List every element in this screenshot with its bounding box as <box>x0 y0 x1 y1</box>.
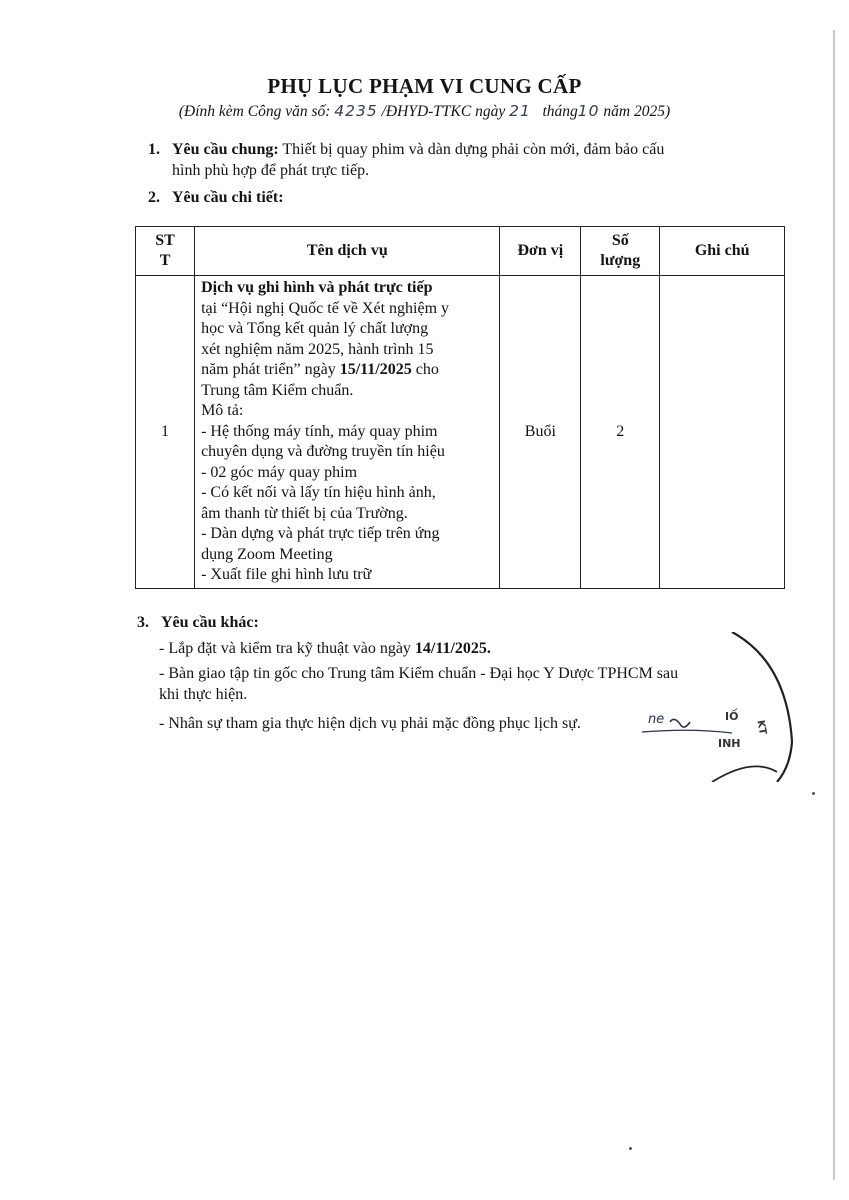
scan-speck <box>812 792 815 795</box>
subtitle-day: 21 <box>509 102 531 120</box>
section-general-requirements <box>148 139 768 181</box>
subtitle-month-word: tháng <box>542 103 578 120</box>
section-1-text-line2: hình phù hợp để phát trực tiếp. <box>172 162 370 179</box>
row-note <box>660 276 785 589</box>
scan-speck <box>629 1147 632 1150</box>
header-quantity: Số lượng <box>581 227 660 276</box>
stamp-text: INH <box>718 737 741 750</box>
description-line: - Hệ thống máy tính, máy quay phim <box>201 422 438 440</box>
header-note: Ghi chú <box>660 227 785 276</box>
section-detailed-requirements <box>148 187 284 208</box>
service-date: 15/11/2025 <box>339 361 412 378</box>
row-unit: Buổi <box>500 276 581 589</box>
section-3-heading: Yêu cầu khác: <box>161 614 259 631</box>
stamp-text: KT <box>754 719 768 736</box>
description-line: - Có kết nối và lấy tín hiệu hình ảnh, <box>201 484 436 501</box>
section-1-text-line1: Thiết bị quay phim và dàn dựng phải còn mới, đảm bảo cấu <box>282 141 665 158</box>
description-line: - 02 góc máy quay phim <box>201 463 358 481</box>
service-table <box>135 226 785 589</box>
section-1-number: 1. <box>148 141 160 158</box>
description-line: - Xuất file ghi hình lưu trữ <box>201 566 372 583</box>
section-other-requirements <box>137 612 259 633</box>
description-line: - Dàn dựng và phát trực tiếp trên ứng <box>201 525 440 542</box>
signature: ne <box>648 712 665 727</box>
description-line: chuyên dụng và đường truyền tín hiệu <box>201 443 445 460</box>
section-1-heading: Yêu cầu chung: <box>172 141 279 158</box>
service-line: học và Tổng kết quản lý chất lượng <box>201 320 429 337</box>
description-line: dụng Zoom Meeting <box>201 545 333 563</box>
seal-stamp-icon <box>612 632 812 782</box>
stamp-text: IỐ <box>725 710 739 723</box>
service-name: Dịch vụ ghi hình và phát trực tiếp <box>201 279 433 296</box>
section-2-number: 2. <box>148 189 160 206</box>
description-label: Mô tả: <box>201 402 244 419</box>
service-line: tại “Hội nghị Quốc tế về Xét nghiệm y <box>201 299 450 317</box>
service-line: xét nghiệm năm 2025, hành trình 15 <box>201 340 434 358</box>
other-requirement-item: - Lắp đặt và kiểm tra kỹ thuật vào ngày 14/11/2025. <box>159 640 491 657</box>
subtitle-month: 10 <box>577 102 600 120</box>
subtitle-prefix: (Đính kèm Công văn số: <box>178 103 331 120</box>
subtitle-number: 4235 <box>334 102 378 120</box>
service-line-with-date: năm phát triển” ngày 15/11/2025 cho <box>201 361 439 378</box>
install-date: 14/11/2025. <box>414 640 491 657</box>
section-3-number: 3. <box>137 614 149 631</box>
description-line: âm thanh từ thiết bị của Trường. <box>201 504 408 522</box>
other-requirement-item: - Nhân sự tham gia thực hiện dịch vụ phải mặc đồng phục lịch sự. <box>159 715 581 732</box>
section-2-heading: Yêu cầu chi tiết: <box>172 189 284 206</box>
document-subtitle <box>0 102 849 121</box>
row-stt: 1 <box>136 276 195 589</box>
header-stt: ST T <box>136 227 195 276</box>
subtitle-code: /ĐHYD-TTKC ngày <box>381 103 506 120</box>
table-header-row <box>136 227 785 276</box>
service-line: Trung tâm Kiểm chuẩn. <box>201 381 354 399</box>
document-title: PHỤ LỤC PHẠM VI CUNG CẤP <box>267 74 582 98</box>
row-quantity: 2 <box>581 276 660 589</box>
row-service-description <box>195 276 500 589</box>
header-service-name: Tên dịch vụ <box>195 227 500 276</box>
header-unit: Đơn vị <box>500 227 581 276</box>
table-row <box>136 276 785 589</box>
subtitle-year: năm 2025) <box>603 103 671 120</box>
other-requirement-item: - Bàn giao tập tin gốc cho Trung tâm Kiểm chuẩn - Đại học Y Dược TPHCM sau khi thực hiện. <box>159 665 679 703</box>
scan-edge <box>833 30 835 1180</box>
